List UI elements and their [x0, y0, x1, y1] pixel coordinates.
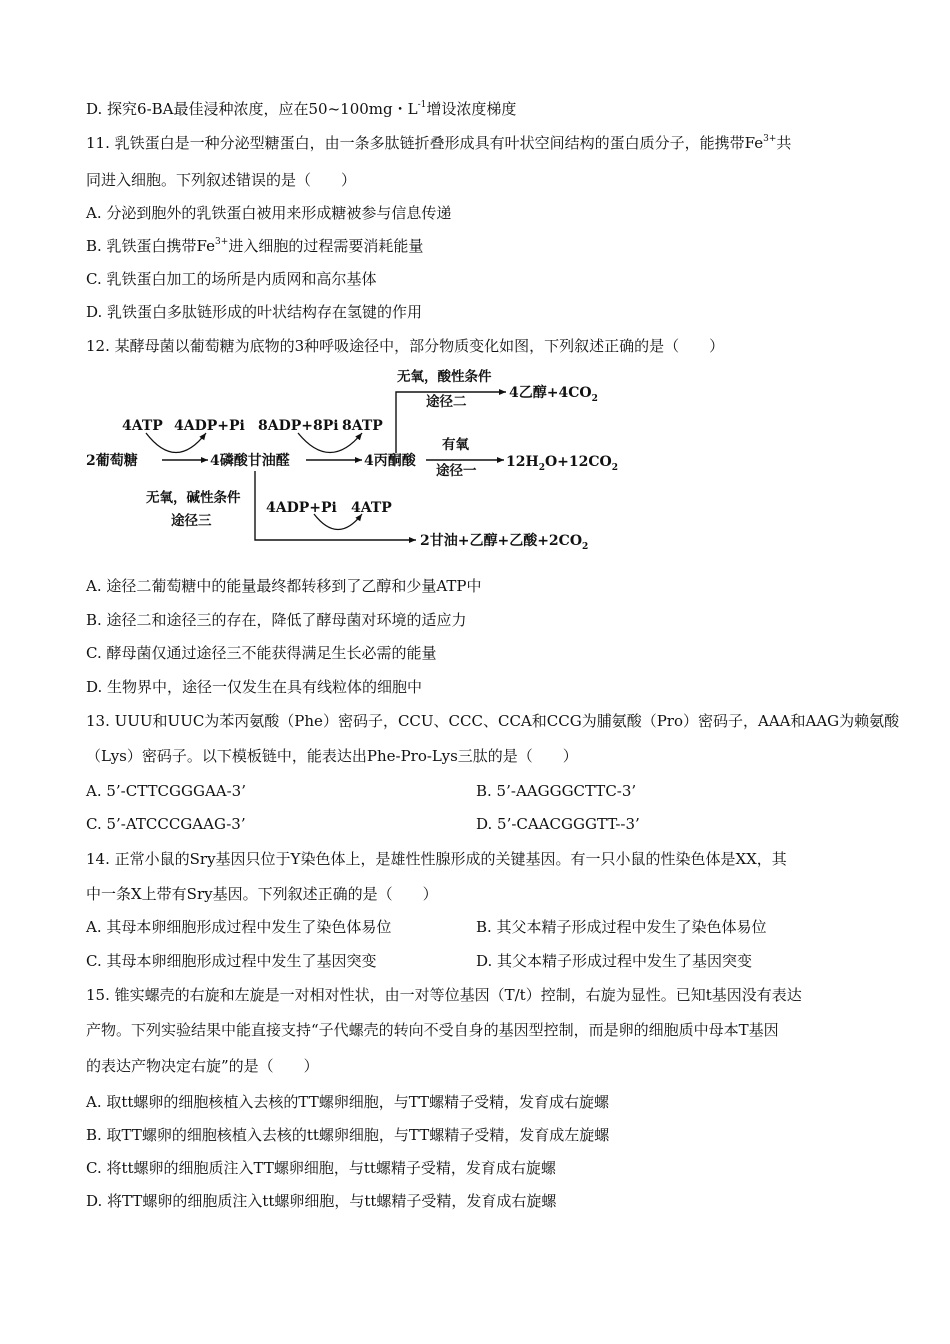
q15-stem-line3: 的表达产物决定右旋”的是（ ） [86, 1057, 319, 1075]
atp4-label: 4ATP [122, 418, 163, 434]
q10-option-d: D. 探究6-BA最佳浸种浓度，应在50~100mg・$L^{-1}$增设浓度梯度 [86, 100, 517, 118]
q11-option-a: A. 分泌到胞外的乳铁蛋白被用来形成糖被参与信息传递 [86, 204, 452, 222]
q15-stem-line1: 15. 锥实螺壳的右旋和左旋是一对相对性状，由一对等位基因（T/t）控制，右旋为显性。已知t基因没有表达 [86, 986, 802, 1004]
path2-condition: 无氧，酸性条件 [397, 369, 492, 385]
adp4-path3-label: 4ADP+Pi [266, 500, 337, 516]
adp4-label: 4ADP+Pi [174, 418, 245, 434]
atp-arc-1 [146, 433, 206, 453]
q14-option-c: C. 其母本卵细胞形成过程中发生了基因突变 [86, 952, 377, 970]
atp8-label: 8ATP [342, 418, 383, 434]
g3p-label: 4磷酸甘油醛 [210, 453, 290, 469]
q11-option-b: B. 乳铁蛋白携带$Fe^{3+}$进入细胞的过程需要消耗能量 [86, 237, 424, 255]
pyruvate-label: 4丙酮酸 [364, 453, 416, 469]
q13-option-a: A. 5’-CTTCGGGAA-3’ [86, 782, 246, 800]
q12-option-c: C. 酵母菌仅通过途径三不能获得满足生长必需的能量 [86, 644, 437, 662]
q15-option-c: C. 将tt螺卵的细胞质注入TT螺卵细胞，与tt螺精子受精，发育成右旋螺 [86, 1159, 556, 1177]
path1-name: 途径一 [436, 463, 477, 479]
q12-option-b: B. 途径二和途径三的存在，降低了酵母菌对环境的适应力 [86, 611, 467, 629]
q11-stem-line1: 11. 乳铁蛋白是一种分泌型糖蛋白，由一条多肽链折叠形成具有叶状空间结构的蛋白质分子，能携带$Fe^{3+}$共 [86, 134, 792, 152]
path3-name: 途径三 [171, 513, 212, 529]
q12-option-d: D. 生物界中，途径一仅发生在具有线粒体的细胞中 [86, 678, 423, 696]
q15-option-a: A. 取tt螺卵的细胞核植入去核的TT螺卵细胞，与TT螺精子受精，发育成右旋螺 [86, 1093, 610, 1111]
path3-product: 2甘油+乙醇+乙酸$+2CO_2$ [420, 533, 589, 552]
q15-stem-line2: 产物。下列实验结果中能直接支持“子代螺壳的转向不受自身的基因型控制，而是卵的细胞质中母本T基因 [86, 1021, 779, 1039]
q15-option-d: D. 将TT螺卵的细胞质注入tt螺卵细胞，与tt螺精子受精，发育成右旋螺 [86, 1192, 557, 1210]
q15-option-b: B. 取TT螺卵的细胞核植入去核的tt螺卵细胞，与TT螺精子受精，发育成左旋螺 [86, 1126, 610, 1144]
q14-stem-line2: 中一条X上带有Sry基因。下列叙述正确的是（ ） [86, 885, 438, 903]
q12-stem: 12. 某酵母菌以葡萄糖为底物的3种呼吸途径中，部分物质变化如图，下列叙述正确的是（ ） [86, 337, 725, 355]
respiration-pathway-diagram [86, 362, 626, 557]
q14-option-b: B. 其父本精子形成过程中发生了染色体易位 [476, 918, 767, 936]
q13-option-b: B. 5’-AAGGGCTTC-3’ [476, 782, 637, 800]
q11-stem-line2: 同进入细胞。下列叙述错误的是（ ） [86, 171, 357, 189]
path3-condition: 无氧，碱性条件 [146, 490, 241, 506]
adp8-label: 8ADP+8Pi [258, 418, 339, 434]
q14-option-d: D. 其父本精子形成过程中发生了基因突变 [476, 952, 753, 970]
atp4-path3-label: 4ATP [351, 500, 392, 516]
path2-product: 4乙醇$+4CO_2$ [509, 385, 598, 404]
q14-option-a: A. 其母本卵细胞形成过程中发生了染色体易位 [86, 918, 392, 936]
q13-option-c: C. 5’-ATCCCGAAG-3’ [86, 815, 246, 833]
q14-stem-line1: 14. 正常小鼠的Sry基因只位于Y染色体上，是雄性性腺形成的关键基因。有一只小鼠的性染色体是XX，其 [86, 850, 787, 868]
path1-product: $12H_2O+12CO_2$ [506, 454, 618, 473]
q12-option-a: A. 途径二葡萄糖中的能量最终都转移到了乙醇和少量ATP中 [86, 577, 482, 595]
q13-stem-line1: 13. UUU和UUC为苯丙氨酸（Phe）密码子，CCU、CCC、CCA和CCG为脯氨酸（Pro）密码子，AAA和AAG为赖氨酸 [86, 712, 900, 730]
q11-option-c: C. 乳铁蛋白加工的场所是内质网和高尔基体 [86, 270, 377, 288]
q13-stem-line2: （Lys）密码子。以下模板链中，能表达出Phe-Pro-Lys三肽的是（ ） [86, 747, 578, 765]
glucose-label: 2葡萄糖 [86, 453, 138, 469]
path1-condition: 有氧 [442, 437, 469, 453]
q11-option-d: D. 乳铁蛋白多肽链形成的叶状结构存在氢键的作用 [86, 303, 423, 321]
path2-name: 途径二 [426, 394, 467, 410]
atp-arc-2 [298, 433, 362, 453]
atp-arc-3 [314, 514, 362, 530]
q13-option-d: D. 5’-CAACGGGTT--3’ [476, 815, 640, 833]
